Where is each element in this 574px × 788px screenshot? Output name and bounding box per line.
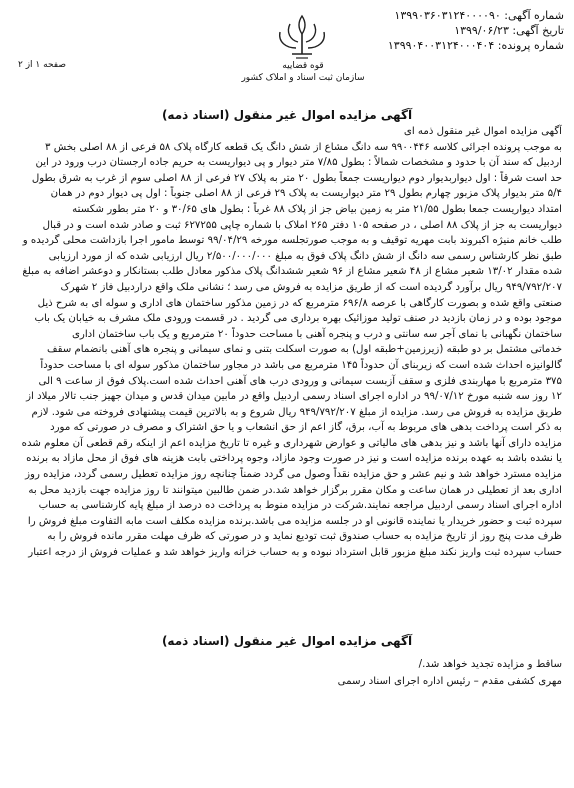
body-line: سپرده ثبت و حضور خریدار یا نماینده قانونی او در جلسه مزایده می باشد.برنده مزایده مکلف است مابه التفاوت مبلغ فروش را — [27, 515, 562, 527]
body-line: ۱۲ روز سه شنبه مورخ ۹۹/۰۷/۱۲ در اداره اجرای اسناد رسمی اردبیل واقع در مابین میدان قدس و میدان جهیز جنب تالار میلاد از — [26, 391, 562, 403]
body-line: امتداد دیواریست جمعا بطول ۲۱/۵۵ متر به زمین بیاض جز از پلاک ۸۸ غرباً : بطول های ۳۰/۶۵ و ۲۰ متر بطور شکسته — [72, 203, 562, 215]
body-line: مزایده مسترد خواهد شد و نیم عشر و حق مزایده نقداً وصول می گردد ضمناً چنانچه روز مزایده تعطیل رسمی گردد، مزایده روز — [25, 469, 562, 481]
body-line: ۵/۴ متر بدیوار پلاک مزبور چهارم بطول ۲۹ متر دیواریست به پلاک ۲۹ فرعی از ۸۸ اصلی جنوباً : اول پی دیوار دوم در همان — [50, 188, 562, 200]
body-line: یا نشده باشد به عهده برنده مزایده است و نیز در صورت وجود مازاد، وجوه پرداختی بابت هزینه های فوق از محل مازاد به برنده — [26, 453, 562, 465]
body-line: اردبیل که سند آن با حدود و مشخصات شمالاً : بطول ۷/۸۵ متر دیوار و پی دیواریست به حریم جاده ارجستان درب ورود در این — [35, 157, 562, 169]
body-line: به موجب پرونده اجرائی کلاسه ۹۹۰۰۴۴۶ سه دانگ مشاع از شش دانگ یک قطعه کارگاه پلاک ۵۸ فرعی از ۸۸ اصلی بخش ۳ — [45, 141, 562, 153]
body-line: خدماتی مشتمل بر دو طبقه (زیرزمین+طبقه اول) به صورت اسکلت بتنی و نمای سیمانی و پنجره های آهنی بانضمام سقف — [47, 344, 562, 356]
body-line: آگهی مزایده اموال غیر منقول ذمه ای — [403, 126, 562, 137]
ad-number: شماره آگهی: ۱۳۹۹۰۳۶۰۳۱۲۴۰۰۰۰۹۰ — [394, 9, 564, 22]
body-line: دیواریست به جز از پلاک ۸۸ اصلی ، در صفحه ۱۰۵ دفتر ۲۶۵ املاک با شماره چاپی ۶۲۷۲۵۵ ثبت و صادر شده است و در قبال — [42, 219, 562, 231]
body-line: مزایده دارای آنها باشد و نیز بدهی های مالیاتی و عوارض شهرداری و غیره تا تاریخ مزایده اعم از اینکه رقم قطعی آن معلوم شده — [21, 437, 562, 449]
second-notice-title: آگهی مزایده اموال غیر منقول (اسناد ذمه) — [161, 634, 413, 648]
file-number: شماره پرونده: ۱۳۹۹۰۴۰۰۳۱۲۴۰۰۰۴۰۴ — [387, 39, 564, 52]
signature-line: مهری کشفی مقدم – رئیس اداره اجرای اسناد رسمی — [337, 676, 562, 687]
judiciary-emblem-logo — [262, 10, 342, 64]
body-line: طبق نظر کارشناس رسمی سه دانگ از شش دانگ پلاک فوق به مبلغ ۲/۵۰۰/۰۰۰/۰۰۰ ریال ارزیابی شده که از مورد ارزیابی — [48, 250, 562, 262]
notice-body — [12, 124, 562, 561]
closing-line: ساقط و مزایده تجدید خواهد شد./ — [418, 659, 562, 670]
ad-date: تاریخ آگهی: ۱۳۹۹/۰۶/۲۳ — [454, 24, 564, 37]
org-line-1: قوه قضاییه — [282, 61, 324, 71]
second-notice-body — [12, 656, 562, 690]
notice-title: آگهی مزایده اموال غیر منقول (اسناد ذمه) — [161, 108, 413, 122]
body-line: صنعتی واقع شده و بصورت کارگاهی با عرصه ۶۹۶/۸ مترمربع که در زمین مذکور ساختمان های اداری و سوله ای به شرح ذیل — [37, 297, 562, 309]
body-line: ظرف مدت پنج روز از تاریخ مزایده به حساب صندوق ثبت تودیع نماید و در صورتی که ظرف مهلت مقرر مانده فروش را به — [47, 531, 562, 543]
body-line: اداری بعد از تعطیلی در همان ساعت و مکان مقرر برگزار خواهد شد.در ضمن طالبین میتوانند تا روز مزایده جهت بازدید محل به — [28, 484, 562, 496]
page-number: صفحه ۱ از ۲ — [18, 60, 66, 70]
body-line: طلب خانم منیژه اکبروند بابت مهریه توقیف و به موجب صورتجلسه مورخه ۹۹/۰۴/۲۹ توسط مامور اجرا بازداشت محلی گردیده و — [22, 235, 562, 247]
body-line: شده مقدار ۱۳/۰۲ شعیر مشاع از ۴۸ شعیر مشاع از ۹۶ شعیر ششدانگ پلاک مذکور معادل طلب بستانکار و دوعشر اضافه به مبلغ — [22, 266, 562, 278]
body-line: حد است شرقاً : اول دیواربدیوار دوم دیواریست جمعاً بطول ۲۰ متر به پلاک ۲۷ فرعی از ۸۸ اصلی سوم از غرب به شرق بطول — [31, 172, 562, 184]
body-line: ساختمان نگهبانی با نمای آجر سه سانتی و درب و پنجره آهنی با مساحت حدوداً ۲۰ مترمربع و یک باب ساختمان اداری — [71, 328, 562, 340]
body-line: ۹۴۹/۷۹۲/۲۰۷ ریال برآورد گردیده است که از طریق مزایده به فروش می رسد ؛ نشانی ملک واقع دراردبیل فاز ۲ شهرک — [60, 281, 562, 293]
body-line: گالوانیزه احداث شده است که زیربنای آن حدوداً ۱۴۵ مترمربع می باشد در مجاور ساختمان مذکور سوله ای با مساحت حدوداً — [40, 359, 562, 371]
body-line: به ذکر است پرداخت بدهی های مربوط به آب، برق، گاز اعم از حق انشعاب و یا حق اشتراک و مصرف در صورتی که مورد — [50, 422, 562, 434]
body-line: ۳۷۵ مترمربع با مهاربندی فلزی و سقف آزبست سیمانی و ورودی درب های آهنی احداث شده است.پلاک فوق از ساعت ۹ الی — [38, 375, 562, 387]
organization-name — [228, 60, 378, 84]
body-line: طریق مزایده به فروش می رسد. مزایده از مبلغ ۹۴۹/۷۹۲/۲۰۷ ریال شروع و به بالاترین قیمت پیشنهادی فروخته می شود. لازم — [31, 406, 562, 418]
org-line-2: سازمان ثبت اسناد و املاک کشور — [241, 73, 365, 83]
body-line: اداره اجرای اسناد رسمی اردبیل مراجعه نمایند.شرکت در مزایده منوط به پرداخت ده درصد از مبلغ پایه کارشناسی به حساب — [38, 500, 562, 512]
body-line: حساب سپرده ثبت واریز نکند مبلغ مزبور قابل استرداد نبوده و به حساب خزانه واریز خواهد شد و عملیات فروش از درجه اعتبار — [28, 547, 562, 559]
body-line: موجود بوده و در زمان بازدید در صنف تولید موزائیک بهره برداری می گردید . در قسمت ورودی ملک مشرف به خیابان یک باب — [34, 313, 562, 325]
